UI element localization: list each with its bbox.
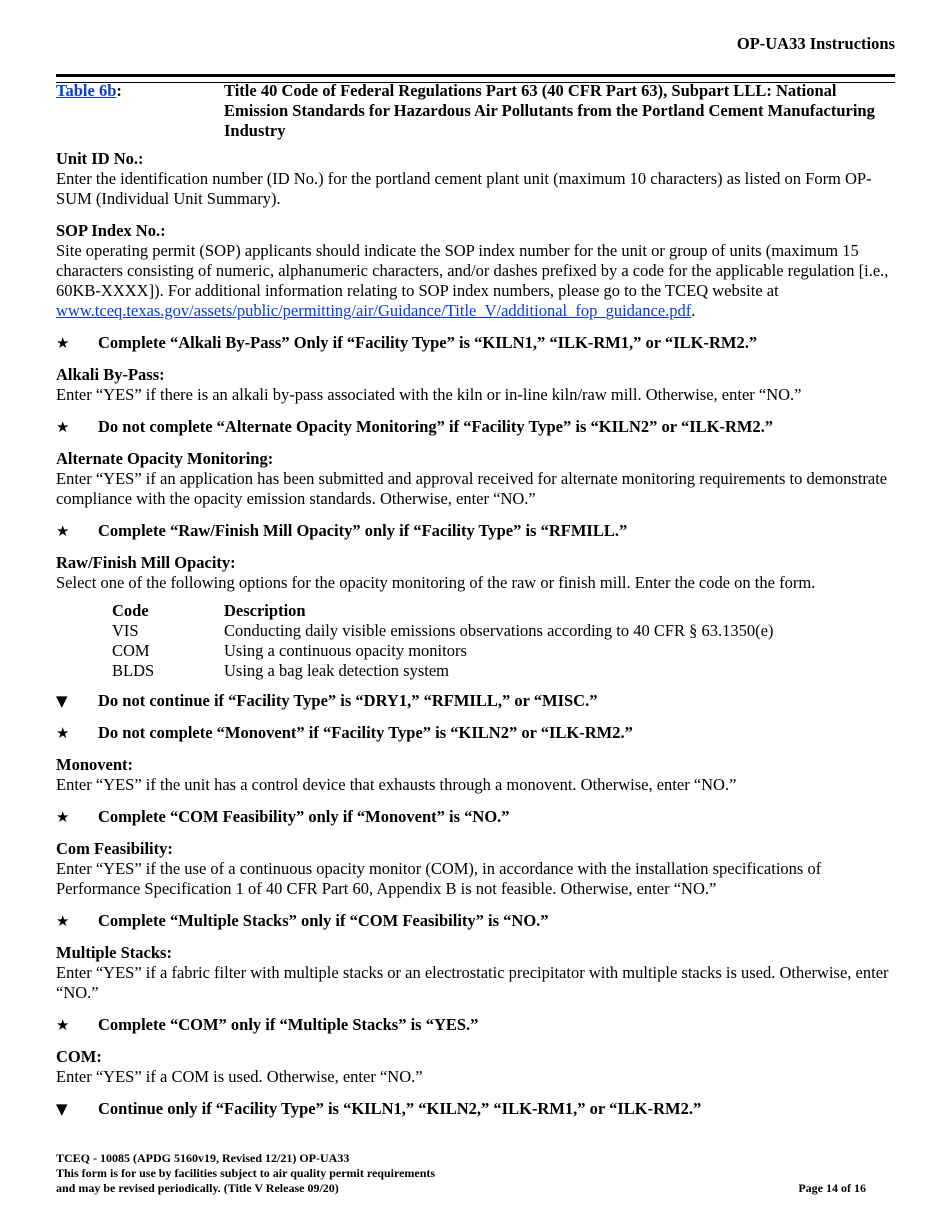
page-footer bbox=[56, 1151, 866, 1196]
sop-index-heading: SOP Index No.: bbox=[56, 221, 166, 240]
code-cell: VIS bbox=[112, 621, 139, 640]
table-row bbox=[112, 661, 774, 681]
description-column-header: Description bbox=[224, 601, 306, 620]
raw-finish-heading: Raw/Finish Mill Opacity: bbox=[56, 553, 236, 572]
table-row bbox=[112, 641, 774, 661]
description-cell: Using a bag leak detection system bbox=[224, 661, 449, 680]
alkali-bypass-section bbox=[56, 365, 895, 405]
note-monovent-text: Do not complete “Monovent” if “Facility Type” is “KILN2” or “ILK-RM2.” bbox=[98, 723, 633, 742]
note-continue-only-text: Continue only if “Facility Type” is “KILN1,” “KILN2,” “ILK-RM1,” or “ILK-RM2.” bbox=[98, 1099, 702, 1118]
code-column-header: Code bbox=[112, 601, 149, 620]
alkali-bypass-heading: Alkali By-Pass: bbox=[56, 365, 165, 384]
sop-index-end: . bbox=[691, 301, 696, 320]
note-raw-finish-text: Complete “Raw/Finish Mill Opacity” only if “Facility Type” is “RFMILL.” bbox=[98, 521, 628, 540]
star-icon: ★ bbox=[56, 1016, 70, 1034]
note-alt-opacity-text: Do not complete “Alternate Opacity Monitoring” if “Facility Type” is “KILN2” or “ILK-RM2.” bbox=[98, 417, 774, 436]
note-do-not-continue bbox=[56, 691, 895, 711]
page-number: Page 14 of 16 bbox=[798, 1181, 866, 1195]
alternate-opacity-section bbox=[56, 449, 895, 509]
multiple-stacks-heading: Multiple Stacks: bbox=[56, 943, 172, 962]
star-icon: ★ bbox=[56, 418, 70, 436]
note-monovent bbox=[56, 723, 895, 743]
note-com bbox=[56, 1015, 895, 1035]
star-icon: ★ bbox=[56, 912, 70, 930]
com-heading: COM: bbox=[56, 1047, 102, 1066]
star-icon: ★ bbox=[56, 724, 70, 742]
sop-index-text bbox=[56, 241, 895, 321]
alkali-bypass-text: Enter “YES” if there is an alkali by-pass associated with the kiln or in-line kiln/raw mill. Otherwise, enter “NO.” bbox=[56, 385, 802, 404]
note-multiple-stacks bbox=[56, 911, 895, 931]
code-table-header bbox=[112, 601, 774, 621]
com-feasibility-section bbox=[56, 839, 895, 899]
description-cell: Conducting daily visible emissions observations according to 40 CFR § 63.1350(e) bbox=[224, 621, 774, 640]
sop-index-section bbox=[56, 221, 895, 321]
table-row bbox=[112, 621, 774, 641]
fop-guidance-link[interactable]: www.tceq.texas.gov/assets/public/permitting/air/Guidance/Title_V/additional_fop_guidance.pdf bbox=[56, 301, 692, 320]
com-feasibility-text: Enter “YES” if the use of a continuous opacity monitor (COM), in accordance with the installation specifications of Performance Specification 1 of 40 CFR Part 60, Appendix B is not feasible. Otherwise, enter “NO.” bbox=[56, 859, 822, 898]
com-feasibility-heading: Com Feasibility: bbox=[56, 839, 173, 858]
multiple-stacks-text: Enter “YES” if a fabric filter with multiple stacks or an electrostatic precipitator with multiple stacks is used. Otherwise, enter “NO.” bbox=[56, 963, 889, 1002]
star-icon: ★ bbox=[56, 522, 70, 540]
unit-id-heading: Unit ID No.: bbox=[56, 149, 144, 168]
footer-usage-note: This form is for use by facilities subject to air quality permit requirements bbox=[56, 1166, 436, 1180]
down-triangle-icon: ▼ bbox=[56, 692, 68, 710]
multiple-stacks-section bbox=[56, 943, 895, 1003]
star-icon: ★ bbox=[56, 808, 70, 826]
note-alkali bbox=[56, 333, 895, 353]
raw-finish-section bbox=[56, 553, 895, 681]
footer-form-id: TCEQ - 10085 (APDG 5160v19, Revised 12/21) OP-UA33 bbox=[56, 1151, 350, 1165]
monovent-section bbox=[56, 755, 895, 795]
code-cell: COM bbox=[112, 641, 150, 660]
sop-index-body: Site operating permit (SOP) applicants should indicate the SOP index number for the unit or group of units (maximum 15 characters consisting of numeric, alphanumeric characters, and/or dashes prefixed by a code for the applicable regulation [i.e., 60KB-XXXX]). For additional information relating to SOP index numbers, please go to the TCEQ website at bbox=[56, 241, 889, 300]
alternate-opacity-text: Enter “YES” if an application has been submitted and approval received for alternate monitoring requirements to demonstrate compliance with the opacity emission standards. Otherwise, enter “NO.” bbox=[56, 469, 888, 508]
instructions-content bbox=[56, 149, 895, 1131]
star-icon: ★ bbox=[56, 334, 70, 352]
note-do-not-continue-text: Do not continue if “Facility Type” is “DRY1,” “RFMILL,” or “MISC.” bbox=[98, 691, 598, 710]
note-multiple-stacks-text: Complete “Multiple Stacks” only if “COM Feasibility” is “NO.” bbox=[98, 911, 549, 930]
alternate-opacity-heading: Alternate Opacity Monitoring: bbox=[56, 449, 274, 468]
raw-finish-code-table bbox=[112, 601, 774, 681]
com-text: Enter “YES” if a COM is used. Otherwise, enter “NO.” bbox=[56, 1067, 423, 1086]
note-com-feasibility bbox=[56, 807, 895, 827]
note-com-text: Complete “COM” only if “Multiple Stacks” is “YES.” bbox=[98, 1015, 479, 1034]
document-header-title: OP-UA33 Instructions bbox=[736, 34, 895, 53]
note-com-feasibility-text: Complete “COM Feasibility” only if “Monovent” is “NO.” bbox=[98, 807, 510, 826]
monovent-heading: Monovent: bbox=[56, 755, 133, 774]
description-cell: Using a continuous opacity monitors bbox=[224, 641, 467, 660]
footer-revision-note: and may be revised periodically. (Title V Release 09/20) bbox=[56, 1181, 339, 1195]
raw-finish-text: Select one of the following options for the opacity monitoring of the raw or finish mill. Enter the code on the form. bbox=[56, 573, 816, 592]
title-colon: : bbox=[116, 81, 122, 100]
table-6b-link[interactable]: Table 6b bbox=[56, 81, 117, 100]
down-triangle-icon: ▼ bbox=[56, 1100, 68, 1118]
note-continue-only bbox=[56, 1099, 895, 1119]
table-title-block bbox=[56, 81, 895, 140]
unit-id-section bbox=[56, 149, 895, 209]
note-raw-finish bbox=[56, 521, 895, 541]
note-alt-opacity bbox=[56, 417, 895, 437]
monovent-text: Enter “YES” if the unit has a control device that exhausts through a monovent. Otherwise, enter “NO.” bbox=[56, 775, 737, 794]
note-alkali-text: Complete “Alkali By-Pass” Only if “Facility Type” is “KILN1,” “ILK-RM1,” or “ILK-RM2.” bbox=[98, 333, 758, 352]
com-section bbox=[56, 1047, 895, 1087]
unit-id-text: Enter the identification number (ID No.) for the portland cement plant unit (maximum 10 characters) as listed on Form OP-SUM (Individual Unit Summary). bbox=[56, 169, 872, 208]
table-title-text: Title 40 Code of Federal Regulations Part 63 (40 CFR Part 63), Subpart LLL: National Emission Standards for Hazardous Air Pollutants from the Portland Cement Manufacturing Industry bbox=[224, 81, 875, 140]
code-cell: BLDS bbox=[112, 661, 155, 680]
